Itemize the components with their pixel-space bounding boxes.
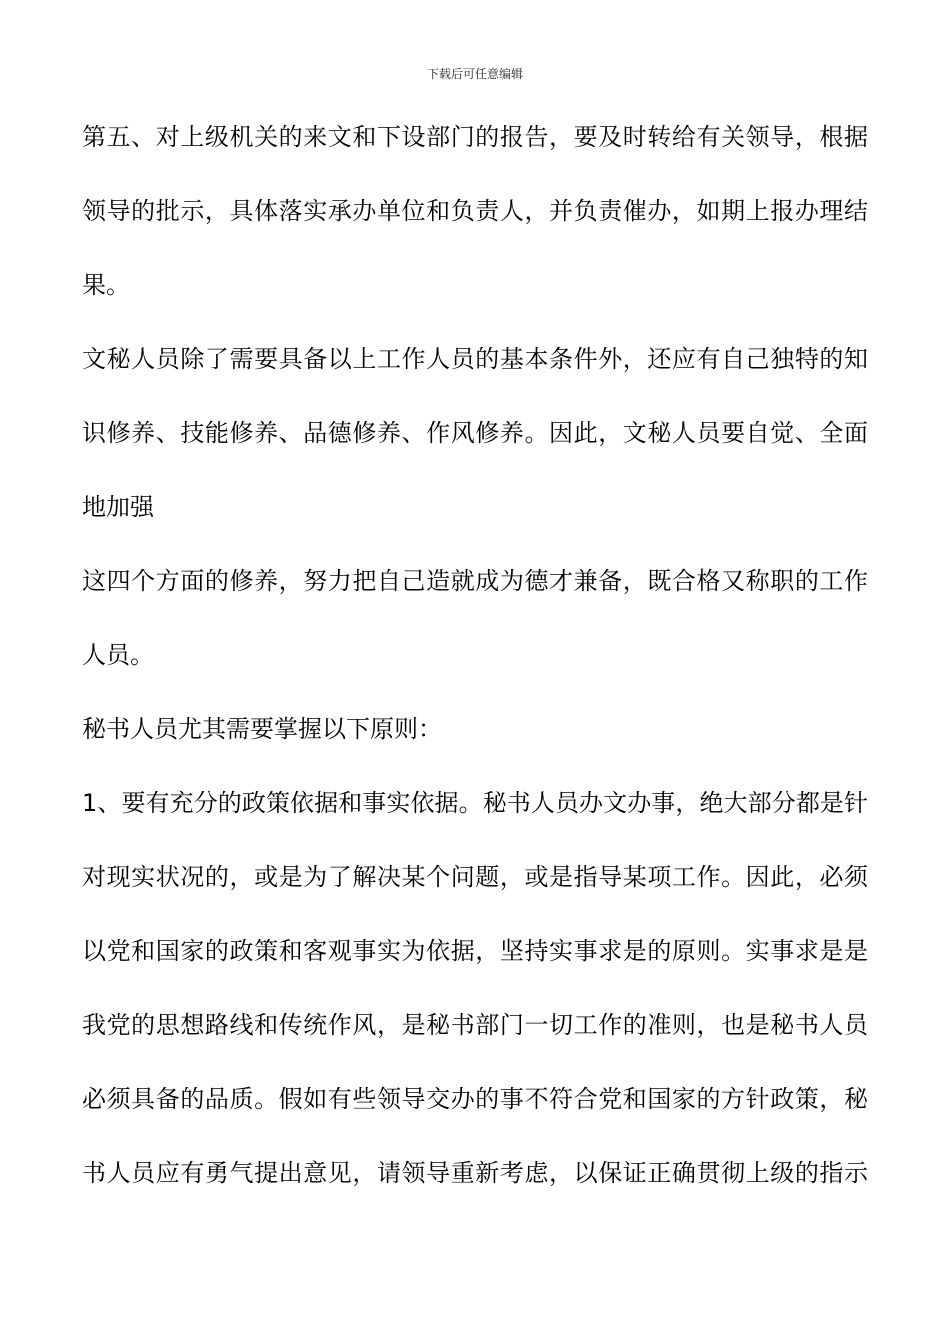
paragraph-line: 文秘人员除了需要具备以上工作人员的基本条件外，还应有自己独特的知 xyxy=(82,345,868,373)
paragraph-line: 我党的思想路线和传统作风，是秘书部门一切工作的准则，也是秘书人员 xyxy=(82,1011,868,1039)
paragraph-line: 1、要有充分的政策依据和事实依据。秘书人员办文办事，绝大部分都是针 xyxy=(82,789,868,817)
paragraph-line: 领导的批示，具体落实承办单位和负责人，并负责催办，如期上报办理结 xyxy=(82,197,868,225)
paragraph-line: 以党和国家的政策和客观事实为依据，坚持实事求是的原则。实事求是是 xyxy=(82,937,868,965)
paragraph-line: 识修养、技能修养、品德修养、作风修养。因此，文秘人员要自觉、全面 xyxy=(82,419,868,447)
paragraph-line: 第五、对上级机关的来文和下设部门的报告，要及时转给有关领导，根据 xyxy=(82,123,868,151)
paragraph-line: 书人员应有勇气提出意见，请领导重新考虑，以保证正确贯彻上级的指示 xyxy=(82,1159,868,1187)
paragraph-line: 秘书人员尤其需要掌握以下原则： xyxy=(82,715,442,743)
paragraph-line: 地加强 xyxy=(82,493,154,521)
paragraph-line: 人员。 xyxy=(82,641,154,669)
paragraph-line: 必须具备的品质。假如有些领导交办的事不符合党和国家的方针政策，秘 xyxy=(82,1085,868,1113)
document-body xyxy=(82,113,868,1223)
paragraph-line: 这四个方面的修养，努力把自己造就成为德才兼备，既合格又称职的工作 xyxy=(82,567,868,595)
paragraph-line: 对现实状况的，或是为了解决某个问题，或是指导某项工作。因此，必须 xyxy=(82,863,868,891)
page-header: 下载后可任意编辑 xyxy=(426,67,523,81)
paragraph-line: 果。 xyxy=(82,271,130,299)
